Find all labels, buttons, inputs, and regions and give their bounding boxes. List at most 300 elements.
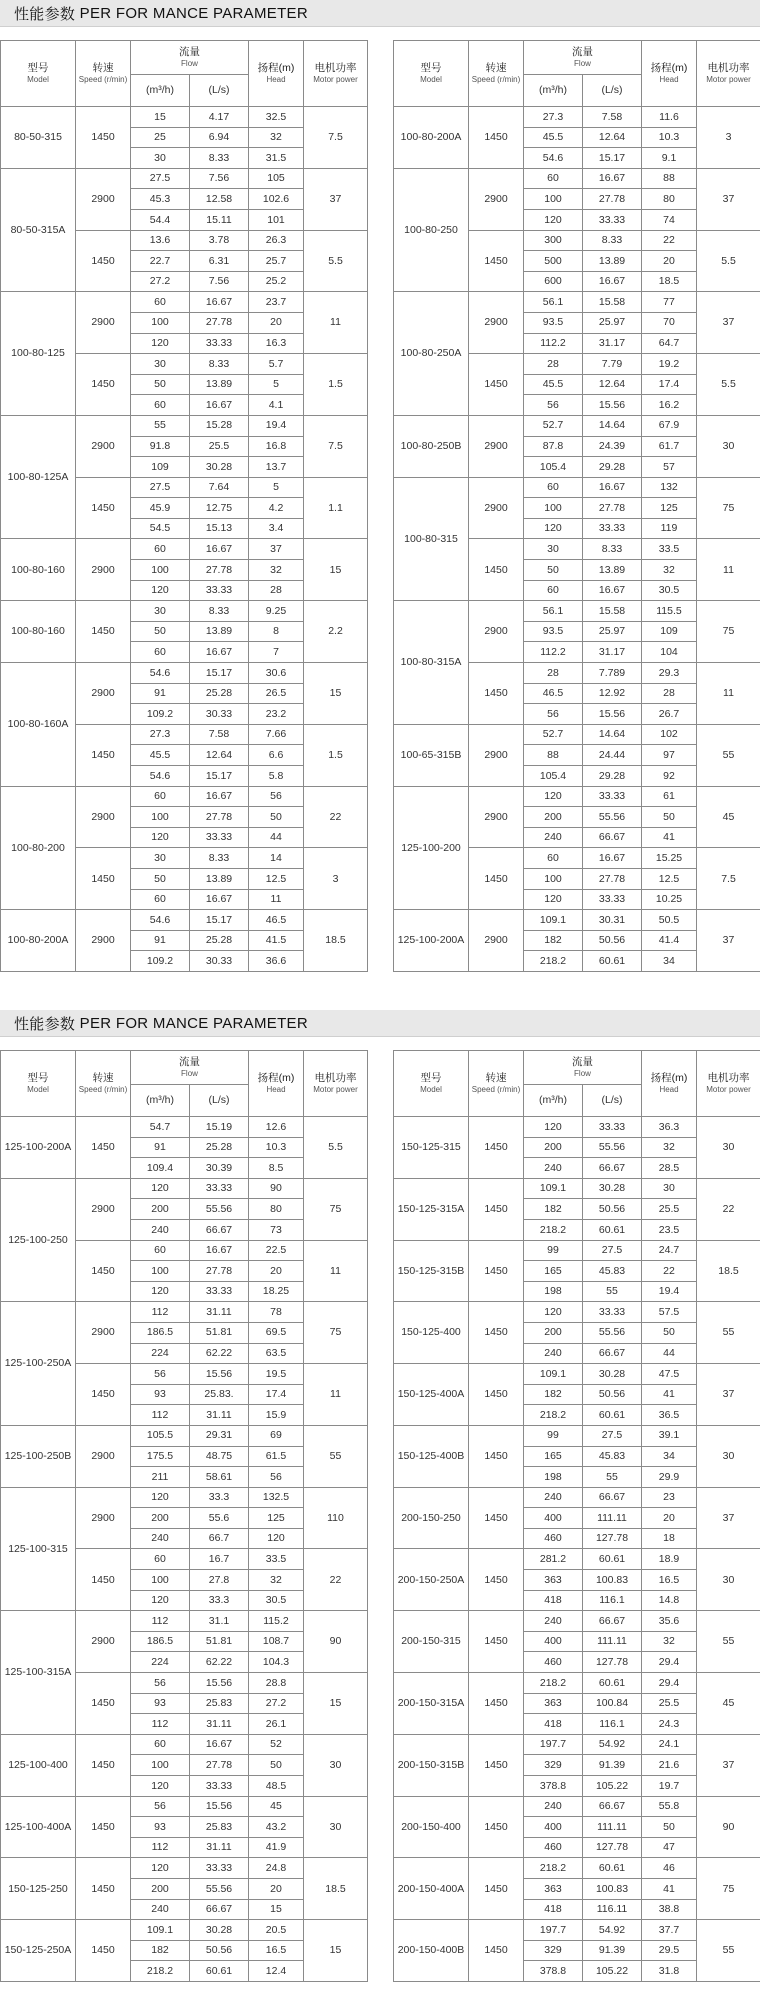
head-cell: 33.5 (642, 539, 697, 560)
power-cell: 75 (697, 601, 760, 663)
header-row (394, 1051, 760, 1085)
flow-m3h-cell: 50 (131, 868, 190, 889)
flow-ls-cell: 100.83 (583, 1570, 642, 1591)
table-row (1, 663, 368, 684)
speed-cell: 2900 (469, 910, 524, 972)
model-header-en: Model (420, 1084, 442, 1094)
flow-m3h-cell: 45.5 (131, 745, 190, 766)
head-header (642, 41, 697, 107)
head-cell: 41 (642, 1384, 697, 1405)
power-header-cn: 电机功率 (314, 1072, 357, 1085)
flow-m3h-cell: 30 (131, 148, 190, 169)
flow-m3h-header: (m³/h) (131, 75, 190, 107)
flow-ls-cell: 27.78 (190, 560, 249, 581)
power-cell: 75 (304, 1302, 368, 1364)
flow-m3h-cell: 88 (524, 745, 583, 766)
head-cell: 61 (642, 786, 697, 807)
flow-ls-cell: 105.22 (583, 1776, 642, 1797)
head-cell: 32 (249, 560, 304, 581)
flow-ls-cell: 60.61 (583, 1219, 642, 1240)
flow-m3h-cell: 56 (524, 395, 583, 416)
power-header-en: Motor power (313, 74, 358, 84)
table-row (394, 1364, 760, 1385)
speed-cell: 1450 (76, 1549, 131, 1611)
flow-ls-cell: 33.33 (190, 1858, 249, 1879)
flow-ls-cell: 27.8 (190, 1570, 249, 1591)
speed-cell: 1450 (76, 848, 131, 910)
flow-ls-cell: 54.92 (583, 1734, 642, 1755)
flow-ls-cell: 33.33 (583, 209, 642, 230)
flow-header (131, 41, 249, 75)
flow-m3h-cell: 30 (131, 848, 190, 869)
speed-cell: 1450 (469, 1734, 524, 1796)
table-row (394, 1117, 760, 1138)
speed-cell: 1450 (469, 1117, 524, 1179)
speed-cell: 1450 (469, 354, 524, 416)
flow-ls-cell: 12.64 (583, 127, 642, 148)
flow-ls-cell: 51.81 (190, 1631, 249, 1652)
flow-m3h-cell: 109.1 (524, 910, 583, 931)
model-cell: 150-125-400A (394, 1364, 469, 1426)
head-cell: 64.7 (642, 333, 697, 354)
model-cell: 200-150-400B (394, 1920, 469, 1982)
head-cell: 92 (642, 766, 697, 787)
head-cell: 90 (249, 1178, 304, 1199)
head-cell: 34 (642, 1446, 697, 1467)
model-cell: 125-100-200A (394, 910, 469, 972)
head-cell: 80 (642, 189, 697, 210)
speed-cell: 1450 (469, 1673, 524, 1735)
flow-m3h-cell: 120 (524, 1117, 583, 1138)
head-cell: 30.5 (642, 580, 697, 601)
flow-m3h-cell: 218.2 (524, 1858, 583, 1879)
flow-ls-cell: 27.78 (190, 312, 249, 333)
flow-ls-header: (L/s) (190, 1085, 249, 1117)
flow-m3h-cell: 54.7 (131, 1117, 190, 1138)
flow-ls-cell: 13.89 (190, 374, 249, 395)
head-cell: 33.5 (249, 1549, 304, 1570)
head-cell: 19.2 (642, 354, 697, 375)
flow-m3h-cell: 224 (131, 1343, 190, 1364)
flow-m3h-cell: 120 (131, 333, 190, 354)
power-cell: 45 (697, 786, 760, 848)
flow-m3h-cell: 25 (131, 127, 190, 148)
head-cell: 41.9 (249, 1837, 304, 1858)
speed-cell: 2900 (469, 168, 524, 230)
flow-m3h-cell: 418 (524, 1590, 583, 1611)
speed-header-en: Speed (r/min) (78, 1084, 128, 1094)
speed-cell: 2900 (469, 292, 524, 354)
head-cell: 9.1 (642, 148, 697, 169)
flow-ls-cell: 16.67 (583, 477, 642, 498)
head-cell: 20 (249, 1261, 304, 1282)
head-cell: 19.7 (642, 1776, 697, 1797)
head-cell: 105 (249, 168, 304, 189)
performance-table-2-right (393, 1050, 760, 1982)
flow-ls-cell: 27.78 (583, 868, 642, 889)
head-cell: 28 (642, 683, 697, 704)
flow-m3h-cell: 218.2 (524, 1405, 583, 1426)
speed-cell: 2900 (76, 1425, 131, 1487)
flow-ls-cell: 111.11 (583, 1631, 642, 1652)
flow-m3h-cell: 56 (131, 1364, 190, 1385)
head-cell: 61.5 (249, 1446, 304, 1467)
flow-m3h-cell: 120 (524, 209, 583, 230)
flow-m3h-cell: 55 (131, 415, 190, 436)
flow-ls-cell: 14.64 (583, 724, 642, 745)
head-cell: 7 (249, 642, 304, 663)
flow-ls-cell: 33.33 (583, 1117, 642, 1138)
flow-m3h-cell: 600 (524, 271, 583, 292)
table-row (1, 1117, 368, 1138)
model-cell: 150-125-250 (1, 1858, 76, 1920)
speed-cell: 2900 (469, 477, 524, 539)
speed-cell: 1450 (469, 1425, 524, 1487)
head-cell: 24.3 (642, 1714, 697, 1735)
flow-ls-cell: 111.11 (583, 1817, 642, 1838)
table-row (394, 1858, 760, 1879)
flow-m3h-cell: 56 (524, 704, 583, 725)
flow-ls-cell: 62.22 (190, 1652, 249, 1673)
model-cell: 80-50-315 (1, 107, 76, 169)
head-cell: 115.2 (249, 1611, 304, 1632)
speed-header (76, 41, 131, 107)
speed-cell: 2900 (76, 786, 131, 848)
flow-ls-cell: 12.92 (583, 683, 642, 704)
flow-ls-cell: 15.58 (583, 292, 642, 313)
head-header-cn: 扬程(m) (257, 1072, 295, 1085)
speed-cell: 1450 (469, 1858, 524, 1920)
flow-ls-cell: 4.17 (190, 107, 249, 128)
model-cell: 100-80-200A (1, 910, 76, 972)
flow-ls-cell: 127.78 (583, 1528, 642, 1549)
table-row (394, 786, 760, 807)
power-cell: 5.5 (304, 1117, 368, 1179)
flow-ls-cell: 12.75 (190, 498, 249, 519)
head-cell: 125 (642, 498, 697, 519)
power-cell: 37 (697, 1487, 760, 1549)
flow-m3h-cell: 54.6 (131, 766, 190, 787)
head-cell: 20.5 (249, 1920, 304, 1941)
flow-m3h-cell: 100 (131, 1570, 190, 1591)
flow-ls-cell: 33.3 (190, 1487, 249, 1508)
speed-cell: 1450 (469, 1240, 524, 1302)
flow-ls-cell: 30.28 (583, 1178, 642, 1199)
head-header-en: Head (659, 74, 679, 84)
head-cell: 12.4 (249, 1961, 304, 1982)
power-cell: 18.5 (304, 910, 368, 972)
head-cell: 52 (249, 1734, 304, 1755)
flow-ls-cell: 13.89 (190, 868, 249, 889)
head-cell: 14 (249, 848, 304, 869)
flow-ls-cell: 12.64 (190, 745, 249, 766)
speed-cell: 2900 (469, 786, 524, 848)
flow-m3h-cell: 30 (524, 539, 583, 560)
head-cell: 5 (249, 477, 304, 498)
head-cell: 50.5 (642, 910, 697, 931)
head-cell: 32 (642, 1137, 697, 1158)
flow-ls-cell: 16.67 (190, 642, 249, 663)
table-row (394, 1302, 760, 1323)
speed-header-cn: 转速 (92, 62, 114, 75)
flow-ls-cell: 54.92 (583, 1920, 642, 1941)
flow-ls-cell: 13.89 (190, 621, 249, 642)
flow-m3h-cell: 182 (524, 1199, 583, 1220)
flow-m3h-cell: 400 (524, 1817, 583, 1838)
speed-cell: 1450 (76, 354, 131, 416)
flow-ls-cell: 60.61 (583, 1858, 642, 1879)
speed-cell: 2900 (76, 1611, 131, 1673)
head-cell: 6.6 (249, 745, 304, 766)
model-cell: 100-80-315A (394, 601, 469, 725)
head-cell: 9.25 (249, 601, 304, 622)
flow-m3h-cell: 60 (131, 395, 190, 416)
flow-ls-cell: 66.67 (190, 1899, 249, 1920)
flow-m3h-cell: 240 (524, 1796, 583, 1817)
head-cell: 11.6 (642, 107, 697, 128)
flow-m3h-cell: 100 (524, 868, 583, 889)
flow-ls-cell: 8.33 (190, 148, 249, 169)
head-cell: 22 (642, 230, 697, 251)
table-row (394, 1178, 760, 1199)
flow-m3h-cell: 120 (524, 889, 583, 910)
flow-m3h-cell: 100 (524, 189, 583, 210)
flow-m3h-cell: 28 (524, 663, 583, 684)
power-cell: 5.5 (304, 230, 368, 292)
head-cell: 29.4 (642, 1673, 697, 1694)
head-cell: 19.4 (249, 415, 304, 436)
head-cell: 5.8 (249, 766, 304, 787)
head-cell: 28.8 (249, 1673, 304, 1694)
flow-ls-cell: 25.5 (190, 436, 249, 457)
head-cell: 4.2 (249, 498, 304, 519)
flow-m3h-cell: 93.5 (524, 312, 583, 333)
flow-ls-cell: 58.61 (190, 1467, 249, 1488)
head-cell: 22 (642, 1261, 697, 1282)
flow-ls-cell: 6.31 (190, 251, 249, 272)
speed-cell: 1450 (76, 107, 131, 169)
head-cell: 19.5 (249, 1364, 304, 1385)
head-header (249, 41, 304, 107)
flow-ls-cell: 12.64 (583, 374, 642, 395)
head-cell: 78 (249, 1302, 304, 1323)
flow-header-en: Flow (574, 1068, 591, 1078)
model-cell: 150-125-315A (394, 1178, 469, 1240)
flow-m3h-cell: 218.2 (131, 1961, 190, 1982)
model-header-cn: 型号 (420, 1072, 442, 1085)
head-cell: 27.2 (249, 1693, 304, 1714)
head-cell: 23.7 (249, 292, 304, 313)
table-row (1, 292, 368, 313)
table-row (394, 1611, 760, 1632)
flow-header-en: Flow (181, 58, 198, 68)
head-cell: 70 (642, 312, 697, 333)
power-cell: 11 (697, 663, 760, 725)
head-cell: 19.4 (642, 1281, 697, 1302)
power-header-en: Motor power (706, 74, 751, 84)
flow-ls-cell: 16.67 (583, 580, 642, 601)
flow-ls-cell: 25.83 (190, 1693, 249, 1714)
power-cell: 45 (697, 1673, 760, 1735)
head-cell: 61.7 (642, 436, 697, 457)
head-cell: 132.5 (249, 1487, 304, 1508)
table-row (394, 724, 760, 745)
flow-ls-cell: 27.78 (190, 807, 249, 828)
flow-ls-cell: 16.67 (583, 271, 642, 292)
head-cell: 119 (642, 518, 697, 539)
flow-m3h-cell: 112 (131, 1405, 190, 1426)
head-cell: 15.25 (642, 848, 697, 869)
flow-m3h-cell: 182 (524, 1384, 583, 1405)
flow-header (524, 1051, 642, 1085)
model-cell: 150-125-400 (394, 1302, 469, 1364)
head-cell: 8.5 (249, 1158, 304, 1179)
head-cell: 13.7 (249, 457, 304, 478)
flow-ls-cell: 55.6 (190, 1508, 249, 1529)
speed-cell: 1450 (469, 230, 524, 292)
flow-m3h-cell: 45.9 (131, 498, 190, 519)
model-cell: 200-150-250 (394, 1487, 469, 1549)
flow-ls-cell: 55.56 (583, 1322, 642, 1343)
head-cell: 32 (642, 1631, 697, 1652)
flow-m3h-cell: 15 (131, 107, 190, 128)
power-cell: 37 (697, 910, 760, 972)
speed-cell: 1450 (76, 477, 131, 539)
flow-m3h-cell: 240 (524, 1158, 583, 1179)
head-cell: 120 (249, 1528, 304, 1549)
flow-m3h-cell: 218.2 (524, 1673, 583, 1694)
power-cell: 37 (697, 1364, 760, 1426)
flow-m3h-cell: 182 (131, 1940, 190, 1961)
speed-cell: 1450 (76, 1734, 131, 1796)
flow-ls-cell: 127.78 (583, 1652, 642, 1673)
flow-m3h-cell: 22.7 (131, 251, 190, 272)
head-cell: 45 (249, 1796, 304, 1817)
flow-ls-cell: 15.56 (583, 704, 642, 725)
model-header-cn: 型号 (27, 1072, 49, 1085)
head-cell: 115.5 (642, 601, 697, 622)
flow-ls-cell: 30.33 (190, 951, 249, 972)
flow-ls-cell: 55 (583, 1281, 642, 1302)
head-cell: 26.7 (642, 704, 697, 725)
head-cell: 29.4 (642, 1652, 697, 1673)
flow-ls-cell: 7.58 (583, 107, 642, 128)
flow-m3h-cell: 30 (131, 354, 190, 375)
flow-m3h-cell: 93 (131, 1384, 190, 1405)
power-cell: 55 (697, 1920, 760, 1982)
head-cell: 17.4 (249, 1384, 304, 1405)
flow-m3h-cell: 30 (131, 601, 190, 622)
flow-ls-cell: 14.64 (583, 415, 642, 436)
flow-ls-cell: 91.39 (583, 1940, 642, 1961)
model-cell: 200-150-400 (394, 1796, 469, 1858)
flow-m3h-cell: 120 (524, 518, 583, 539)
flow-ls-cell: 33.3 (190, 1590, 249, 1611)
head-cell: 57.5 (642, 1302, 697, 1323)
flow-ls-cell: 25.28 (190, 683, 249, 704)
head-cell: 26.5 (249, 683, 304, 704)
flow-m3h-cell: 56.1 (524, 601, 583, 622)
model-cell: 100-80-250A (394, 292, 469, 416)
flow-m3h-cell: 112.2 (524, 333, 583, 354)
flow-m3h-cell: 28 (524, 354, 583, 375)
model-cell: 100-80-200 (1, 786, 76, 910)
power-header-cn: 电机功率 (314, 62, 357, 75)
flow-ls-cell: 15.17 (190, 766, 249, 787)
flow-m3h-cell: 218.2 (524, 1219, 583, 1240)
model-cell: 125-100-200 (394, 786, 469, 910)
flow-ls-cell: 66.67 (583, 1487, 642, 1508)
power-cell: 22 (304, 1549, 368, 1611)
head-cell: 25.5 (642, 1199, 697, 1220)
power-cell: 55 (697, 724, 760, 786)
power-cell: 37 (697, 1734, 760, 1796)
speed-cell: 1450 (76, 1920, 131, 1982)
flow-m3h-cell: 60 (131, 786, 190, 807)
head-cell: 4.1 (249, 395, 304, 416)
head-cell: 12.5 (642, 868, 697, 889)
power-header (304, 41, 368, 107)
flow-ls-cell: 7.56 (190, 271, 249, 292)
flow-ls-cell: 7.58 (190, 724, 249, 745)
model-cell: 150-125-250A (1, 1920, 76, 1982)
head-cell: 23.2 (249, 704, 304, 725)
flow-m3h-cell: 281.2 (524, 1549, 583, 1570)
flow-header-en: Flow (574, 58, 591, 68)
power-header-cn: 电机功率 (707, 1072, 750, 1085)
power-cell: 55 (697, 1611, 760, 1673)
flow-m3h-cell: 56 (131, 1673, 190, 1694)
head-cell: 20 (642, 251, 697, 272)
head-cell: 5.7 (249, 354, 304, 375)
flow-m3h-cell: 105.4 (524, 457, 583, 478)
power-cell: 7.5 (304, 415, 368, 477)
head-cell: 36.6 (249, 951, 304, 972)
head-cell: 25.5 (642, 1693, 697, 1714)
table-row (1, 1425, 368, 1446)
flow-m3h-cell: 109.4 (131, 1158, 190, 1179)
flow-ls-cell: 31.17 (583, 333, 642, 354)
head-cell: 56 (249, 786, 304, 807)
head-cell: 32 (249, 1570, 304, 1591)
table-row (1, 539, 368, 560)
flow-ls-cell: 60.61 (583, 1673, 642, 1694)
flow-ls-cell: 100.84 (583, 1693, 642, 1714)
flow-ls-cell: 15.56 (190, 1364, 249, 1385)
flow-ls-cell: 15.28 (190, 415, 249, 436)
head-cell: 32 (249, 127, 304, 148)
flow-ls-cell: 100.83 (583, 1878, 642, 1899)
table-row (394, 107, 760, 128)
speed-cell: 1450 (76, 1673, 131, 1735)
speed-cell: 1450 (469, 1302, 524, 1364)
head-cell: 29.5 (642, 1940, 697, 1961)
head-cell: 15.9 (249, 1405, 304, 1426)
flow-m3h-cell: 93 (131, 1693, 190, 1714)
table-row (1, 1302, 368, 1323)
speed-header-en: Speed (r/min) (471, 1084, 521, 1094)
flow-m3h-cell: 224 (131, 1652, 190, 1673)
flow-ls-cell: 15.19 (190, 1117, 249, 1138)
flow-m3h-cell: 60 (524, 168, 583, 189)
speed-cell: 1450 (469, 107, 524, 169)
flow-ls-cell: 29.28 (583, 457, 642, 478)
speed-cell: 2900 (76, 1178, 131, 1240)
flow-m3h-cell: 60 (524, 580, 583, 601)
flow-m3h-cell: 109.2 (131, 704, 190, 725)
section-2 (0, 1010, 760, 1037)
flow-m3h-cell: 120 (131, 827, 190, 848)
